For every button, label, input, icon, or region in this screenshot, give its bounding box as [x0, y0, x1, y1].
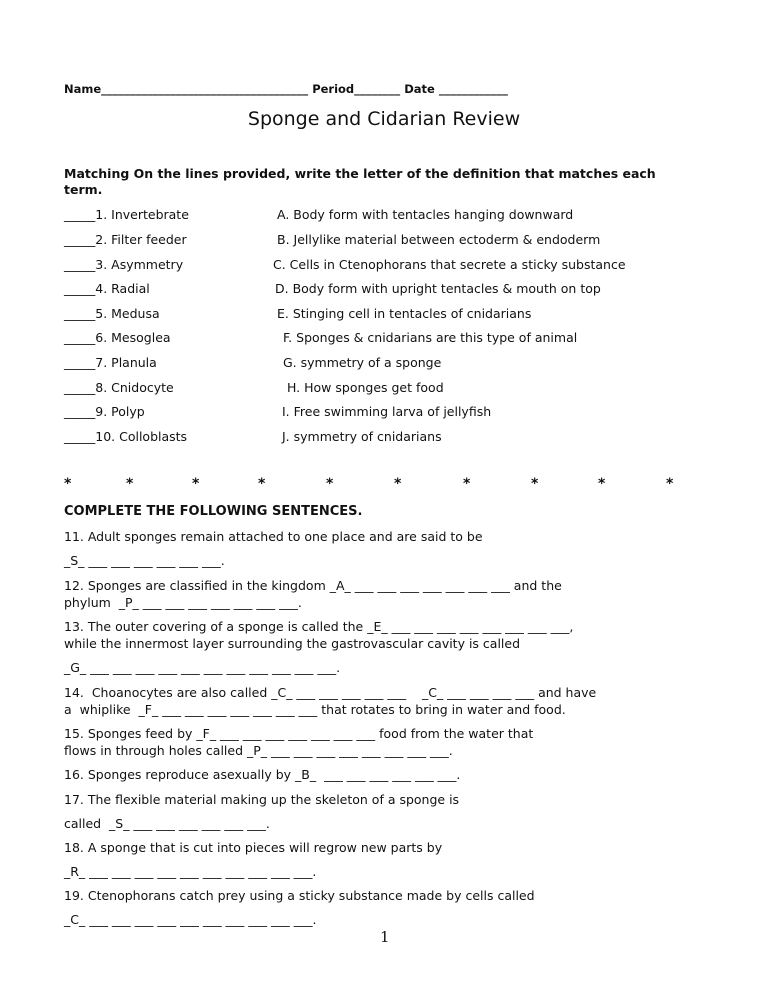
- term-item[interactable]: _____2. Filter feeder: [64, 232, 187, 247]
- question-14-line1[interactable]: 14. Choanocytes are also called _C_ ___ ___ ___ ___ ___ _C_ ___ ___ ___ ___ and have: [64, 685, 597, 700]
- question-11-answer[interactable]: _S_ ___ ___ ___ ___ ___ ___.: [64, 553, 225, 568]
- page-number: 1: [380, 928, 390, 946]
- term-item[interactable]: _____8. Cnidocyte: [64, 380, 174, 395]
- question-14-line2[interactable]: a whiplike _F_ ___ ___ ___ ___ ___ ___ ___ that rotates to bring in water and food.: [64, 702, 566, 717]
- definition-item: A. Body form with tentacles hanging downward: [277, 207, 574, 222]
- term-item[interactable]: _____9. Polyp: [64, 404, 145, 419]
- question-13-answer[interactable]: _G_ ___ ___ ___ ___ ___ ___ ___ ___ ___ ___ ___.: [64, 660, 341, 675]
- question-18-line1: 18. A sponge that is cut into pieces will regrow new parts by: [64, 840, 443, 855]
- question-12-line2[interactable]: phylum _P_ ___ ___ ___ ___ ___ ___ ___.: [64, 595, 302, 610]
- definition-item: B. Jellylike material between ectoderm & endoderm: [277, 232, 601, 247]
- star: *: [531, 476, 539, 492]
- question-17-line1: 17. The flexible material making up the skeleton of a sponge is: [64, 792, 460, 807]
- page-title: Sponge and Cidarian Review: [247, 108, 521, 130]
- question-12-line1[interactable]: 12. Sponges are classified in the kingdom _A_ ___ ___ ___ ___ ___ ___ ___ and the: [64, 578, 562, 593]
- definition-item: J. symmetry of cnidarians: [282, 429, 442, 444]
- star: *: [598, 476, 606, 492]
- star: *: [463, 476, 471, 492]
- definition-item: D. Body form with upright tentacles & mouth on top: [275, 281, 601, 296]
- term-item[interactable]: _____6. Mesoglea: [64, 330, 171, 345]
- definition-item: E. Stinging cell in tentacles of cnidarians: [277, 306, 532, 321]
- star: *: [394, 476, 402, 492]
- question-16-line1[interactable]: 16. Sponges reproduce asexually by _B_ ___ ___ ___ ___ ___ ___.: [64, 767, 461, 782]
- star: *: [126, 476, 134, 492]
- question-15-line1[interactable]: 15. Sponges feed by _F_ ___ ___ ___ ___ ___ ___ ___ food from the water that: [64, 726, 534, 741]
- question-15-line2[interactable]: flows in through holes called _P_ ___ ___ ___ ___ ___ ___ ___ ___.: [64, 743, 453, 758]
- date-blank[interactable]: ____________: [438, 82, 508, 96]
- matching-instructions-line1: Matching On the lines provided, write the letter of the definition that matches each: [64, 166, 656, 181]
- definition-item: F. Sponges & cnidarians are this type of animal: [283, 330, 578, 345]
- star: *: [666, 476, 674, 492]
- matching-instructions-line2: term.: [64, 182, 103, 197]
- name-label: Name: [64, 82, 102, 96]
- question-18-answer[interactable]: _R_ ___ ___ ___ ___ ___ ___ ___ ___ ___ ___.: [64, 864, 317, 879]
- star: *: [258, 476, 266, 492]
- period-blank[interactable]: ________: [354, 82, 401, 96]
- date-label: Date: [404, 82, 435, 96]
- name-blank[interactable]: ____________________________________: [101, 82, 309, 96]
- question-13-line2: while the innermost layer surrounding the gastrovascular cavity is called: [64, 636, 521, 651]
- term-item[interactable]: _____4. Radial: [64, 281, 150, 296]
- term-item[interactable]: _____10. Colloblasts: [64, 429, 188, 444]
- header-line: [64, 82, 508, 96]
- term-item[interactable]: _____3. Asymmetry: [64, 257, 184, 272]
- question-13-line1[interactable]: 13. The outer covering of a sponge is called the _E_ ___ ___ ___ ___ ___ ___ ___ ___,: [64, 619, 574, 634]
- definition-item: G. symmetry of a sponge: [283, 355, 442, 370]
- star: *: [64, 476, 72, 492]
- term-item[interactable]: _____5. Medusa: [64, 306, 160, 321]
- definition-item: I. Free swimming larva of jellyfish: [282, 404, 492, 419]
- question-19-line1: 19. Ctenophorans catch prey using a sticky substance made by cells called: [64, 888, 535, 903]
- period-label: Period: [312, 82, 355, 96]
- question-19-answer[interactable]: _C_ ___ ___ ___ ___ ___ ___ ___ ___ ___ ___.: [64, 912, 317, 927]
- star: *: [192, 476, 200, 492]
- definition-item: C. Cells in Ctenophorans that secrete a sticky substance: [273, 257, 626, 272]
- question-11-line1: 11. Adult sponges remain attached to one place and are said to be: [64, 529, 483, 544]
- question-17-answer[interactable]: called _S_ ___ ___ ___ ___ ___ ___.: [64, 816, 270, 831]
- definition-item: H. How sponges get food: [287, 380, 444, 395]
- term-item[interactable]: _____1. Invertebrate: [64, 207, 189, 222]
- term-item[interactable]: _____7. Planula: [64, 355, 157, 370]
- star: *: [326, 476, 334, 492]
- sentences-heading: COMPLETE THE FOLLOWING SENTENCES.: [64, 504, 363, 519]
